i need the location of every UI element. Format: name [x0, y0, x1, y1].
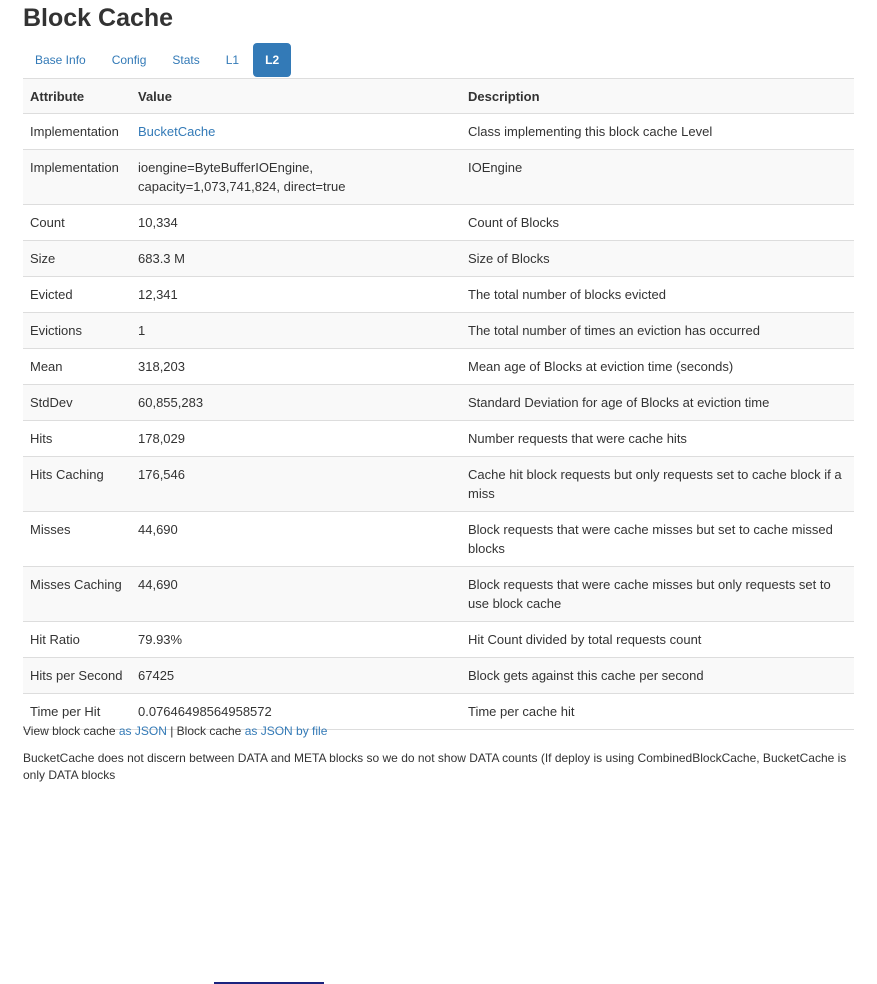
block-cache-table	[23, 78, 854, 730]
table-row	[23, 277, 854, 313]
table-row	[23, 313, 854, 349]
table-row	[23, 205, 854, 241]
tab-base-info[interactable]: Base Info	[35, 53, 86, 67]
attribute-cell: Evictions	[23, 313, 131, 349]
value-cell: 1	[131, 313, 461, 349]
json-link[interactable]: as JSON	[118, 724, 167, 738]
attribute-cell: Size	[23, 241, 131, 277]
table-header-row	[23, 79, 854, 114]
value-cell	[131, 114, 461, 150]
description-cell: Mean age of Blocks at eviction time (seconds)	[461, 349, 854, 385]
value-cell: 0.07646498564958572	[131, 694, 461, 730]
description-cell: Standard Deviation for age of Blocks at eviction time	[461, 385, 854, 421]
page-title: Block Cache	[23, 4, 174, 32]
description-cell: Number requests that were cache hits	[461, 421, 854, 457]
view-json-line	[23, 724, 327, 738]
table-row	[23, 658, 854, 694]
description-cell: The total number of times an eviction has occurred	[461, 313, 854, 349]
attribute-cell: Implementation	[23, 150, 131, 205]
value-cell: 67425	[131, 658, 461, 694]
tab-l2[interactable]: L2	[253, 43, 291, 77]
description-cell: Cache hit block requests but only requests set to cache block if a miss	[461, 457, 854, 512]
table-row	[23, 512, 854, 567]
value-cell: 44,690	[131, 567, 461, 622]
json-by-file-link[interactable]: as JSON by file	[244, 724, 328, 738]
value-cell: 176,546	[131, 457, 461, 512]
table-row	[23, 421, 854, 457]
description-cell: Block requests that were cache misses but only requests set to use block cache	[461, 567, 854, 622]
value-cell: 44,690	[131, 512, 461, 567]
table-row	[23, 114, 854, 150]
value-cell: 318,203	[131, 349, 461, 385]
description-cell: Block gets against this cache per second	[461, 658, 854, 694]
bucketcache-link[interactable]: BucketCache	[138, 124, 216, 139]
table-row	[23, 567, 854, 622]
attribute-cell: Count	[23, 205, 131, 241]
description-cell: IOEngine	[461, 150, 854, 205]
description-cell: Hit Count divided by total requests count	[461, 622, 854, 658]
tab-l1[interactable]: L1	[225, 53, 240, 67]
value-cell: ioengine=ByteBufferIOEngine, capacity=1,073,741,824, direct=true	[131, 150, 461, 205]
attribute-cell: Implementation	[23, 114, 131, 150]
description-cell: Size of Blocks	[461, 241, 854, 277]
attribute-cell: Hits Caching	[23, 457, 131, 512]
attribute-cell: Hits per Second	[23, 658, 131, 694]
table-row	[23, 349, 854, 385]
attribute-cell: Time per Hit	[23, 694, 131, 730]
value-cell: 60,855,283	[131, 385, 461, 421]
tab-config[interactable]: Config	[111, 53, 147, 67]
tab-bar	[23, 43, 293, 77]
tab-stats[interactable]: Stats	[172, 53, 200, 67]
header-value: Value	[131, 79, 461, 114]
description-cell: Time per cache hit	[461, 694, 854, 730]
value-cell: 79.93%	[131, 622, 461, 658]
view-json-prefix: View block cache	[23, 724, 119, 738]
value-cell: 178,029	[131, 421, 461, 457]
view-json-separator: | Block cache	[166, 724, 245, 738]
table-row	[23, 457, 854, 512]
description-cell: Count of Blocks	[461, 205, 854, 241]
header-description: Description	[461, 79, 854, 114]
attribute-cell: Misses Caching	[23, 567, 131, 622]
description-cell: Class implementing this block cache Level	[461, 114, 854, 150]
table-row	[23, 622, 854, 658]
attribute-cell: Evicted	[23, 277, 131, 313]
bucketcache-note: BucketCache does not discern between DATA and META blocks so we do not show DATA counts (If deploy is using CombinedBlockCache, BucketCache is only DATA blocks	[23, 751, 847, 782]
table-row	[23, 150, 854, 205]
description-cell: Block requests that were cache misses but set to cache missed blocks	[461, 512, 854, 567]
table-row	[23, 385, 854, 421]
description-cell: The total number of blocks evicted	[461, 277, 854, 313]
header-attribute: Attribute	[23, 79, 131, 114]
attribute-cell: Hits	[23, 421, 131, 457]
value-cell: 683.3 M	[131, 241, 461, 277]
attribute-cell: Hit Ratio	[23, 622, 131, 658]
value-cell: 12,341	[131, 277, 461, 313]
attribute-cell: StdDev	[23, 385, 131, 421]
attribute-cell: Mean	[23, 349, 131, 385]
table-row	[23, 241, 854, 277]
attribute-cell: Misses	[23, 512, 131, 567]
value-cell: 10,334	[131, 205, 461, 241]
